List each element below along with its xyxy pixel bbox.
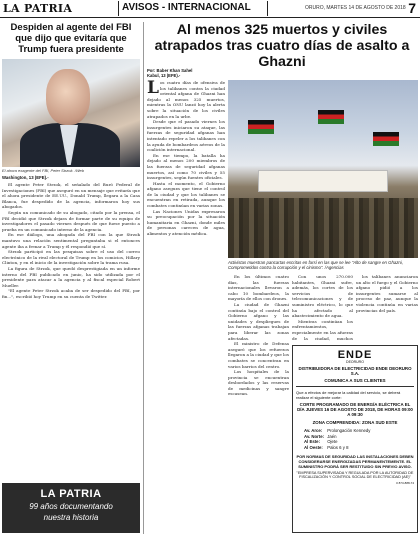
paragraph: Según un comunicado de su abogado, citado por la prensa, el FBI decidió que Strzok dejara de formar parte de su equipo de investigadores el pasado viernes después de que fuese puesto a prueba en un comunicado interno de la agencia. [2,209,140,232]
paragraph: La figura de Strzok, que quedó desprestigiada en un informe interno del FBI publicado en junio, ha sido utilizada por el presidente para atacar a la agencia y al fiscal especial Robert Mueller. [2,265,140,288]
photo-face [46,69,90,125]
left-story-body [2,182,140,299]
ad-safety-note: POR NORMAS DE SEGURIDAD LAS INSTALACIONES DEBEN CONSIDERARSE ENERGIZADAS PERMANENTEMENTE. EL SUMINISTRO PODRÁ SER RESTITUIDO SIN PREVIO AVISO. [296,453,414,469]
paragraph: Mientras continúan los enfrentamientos, especialmente en las afueras de la ciudad, muchos [292,318,353,341]
column-divider [143,22,144,534]
left-story [2,22,140,299]
zone-key: Av. Arce: [304,428,323,434]
photo-banner [258,170,388,192]
promo-line-2: nuestra historia [43,513,99,522]
newspaper-promo [2,483,140,533]
left-story-dateline: Washington, 13 (EFE).- [2,175,49,180]
paragraph: Los hospitales de la provincia se encuentran desbordados y las reservas de medicinas y sangre escasean. [228,369,289,397]
main-story-column-1 [147,80,225,532]
paragraph: los talibanes anunciaron un alto el fuego y el Gobierno afgano pidió a los insurgentes sumarse al proceso de paz, aunque la violencia continúa en varias provincias del país. [356,274,418,313]
zone-key: Av. Norte: [304,433,325,439]
paragraph: os cuatro días de ofensiva de los talibanes contra la ciudad oriental afgana de Ghazni han dejado al menos 325 muertos, mientras la ONU lanzó hoy la alerta sobre la situación de los civiles atrapados en la urbe. [147,80,225,119]
ad-regulator-note: "EMPRESA SUPERVISADA Y REGULADA POR LA AUTORIDAD DE FISCALIZACIÓN Y CONTROL SOCIAL DE ELECTRICIDAD (AE)" [296,470,414,480]
paragraph: El agente Peter Strzok, el señalado del Buró Federal de Investigaciones (FBI) que aseguró en un mensaje que evitaría que el ahora presidente de EE.UU., Donald Trump, llegara a la Casa Blanca, fue despedido de la agencia, informaron hoy sus abogados. [2,182,140,210]
paragraph: El ministro de Defensa aseguró que los refuerzos llegaron a la ciudad y que los combates se concentran en varios barrios del centro. [228,341,289,369]
paragraph: Las Naciones Unidas expresaron su preocupación por la situación humanitaria en Ghazni, donde miles de personas carecen de agua, alimentos y atención médica. [147,208,225,237]
main-story-column-3 [292,274,353,342]
ad-outage-notice: CORTE PROGRAMADO DE ENERGÍA ELÉCTRICA EL DÍA JUEVES 16 DE AGOSTO DE 2018, DE HORAS 09:00 A 09:30 [297,401,413,418]
zone-value: Ojete [327,439,338,445]
main-story-column-4 [356,274,418,344]
paragraph: "El agente Peter Strzok acaba de ser despedido del FBI, por fin...", escribió hoy Trump en su cuenta de Twitter. [2,288,140,299]
left-story-caption: El ahora exagente del FBI, Peter Strzok. /Web [2,168,84,173]
ende-logo-sub: DEORURO [346,360,364,364]
photo-crowd [228,198,418,258]
ad-zone-title: ZONA COMPRENDIDA: ZONA SUD ESTE [312,419,398,425]
zone-key: Al Este: [304,439,320,445]
page-number: 7 [408,0,416,16]
zone-value: Palos 6 y 8 [327,445,349,450]
paragraph: La ciudad de Ghazni continúa bajo el control del Gobierno afgano y las unidades y despliegues de las fuerzas afganas trabajan para liberar las zonas afectadas. [228,301,289,341]
photo-flag [373,132,399,146]
byline-place: Kabul, 13 (EFE).- [147,73,181,78]
ad-zone-list [304,428,414,450]
zone-key: Al Oeste: [304,445,323,450]
photo-flag [248,120,274,134]
ad-subtitle: COMUNICA A SUS CLIENTES [324,377,386,383]
masthead: LA PATRIA [3,2,73,15]
dateline: ORURO, MARTES 14 DE AGOSTO DE 2018 [305,5,406,11]
left-story-headline: Despiden al agente del FBI que dijo que evitaría que Trump fuera presidente [10,22,132,55]
zone-row [304,445,414,451]
zone-value: Jaén [327,433,337,439]
main-story-photo [228,80,418,258]
ad-code: 0 873-888-74 [396,481,414,486]
byline-name: Por: Baber Khan Sahel [147,68,193,73]
ad-body: Que a efectos de mejorar la calidad del servicio, se deberá realizar el siguiente corte: [296,389,401,400]
section-label: AVISOS - INTERNACIONAL [118,1,268,16]
promo-line-1: 99 años documentando [29,502,113,511]
ende-advertisement [292,345,418,533]
page-header [0,0,420,18]
photo-flag [318,110,344,124]
zone-value: Prolongación Kennedy [327,428,371,434]
main-story-headline: Al menos 325 muertos y civiles atrapados tras cuatro días de asalto a Ghazni [154,22,410,70]
ad-divider [296,386,414,387]
main-story-column-2 [228,274,289,532]
ad-title: DISTRIBUIDORA DE ELECTRICIDAD ENDE DEORURO S.A. [298,366,412,377]
paragraph: Hasta el momento, el Gobierno afgano asegura que tiene el control de la ciudad y que los talibanes se encuentran en retirada, aunque los combates continúan en varias zonas. [147,180,225,209]
promo-title: LA PATRIA [40,488,102,500]
paragraph: En los últimos cuatro días, las fuerzas internacionales llevaron a cabo 10 bombardeos, la mayoría de ellos con drones. [228,274,289,302]
ende-logo: ENDE [337,349,373,361]
left-story-photo [2,59,140,167]
paragraph: Desde que el pasado viernes los insurgentes iniciaron su ataque, las fuerzas de seguridad afganas han intentado repeler a los talibanes con la ayuda de bombardeos aéreos de la coalición internacional. [147,119,225,153]
main-photo-caption: Activistas muestran pancartas escritas en farsí en las que se lee "Alto de sangre en Ghazni, Comprometidos contra la corrupción y el cinismo". /Agencias [228,260,403,270]
drop-cap: L [147,78,159,98]
paragraph: Con unos 270.000 habitantes, Ghazni sufre, además, los cortes de los servicios de telecomunicaciones y de suministro eléctrico, lo que ha afectado al abastecimiento de agua. [292,274,353,319]
paragraph: En ese tiempo, la batalla ha dejado al menos 200 miembros de las fuerzas de seguridad afganas muertos, así como 70 civiles y 55 insurgentes, según fuentes oficiales. [147,152,225,181]
paragraph: En ese diálogo, una abogada del FBI con la que Strzok mantuvo una relación sentimental preguntaba si el entonces agente iba a frenar a Trump y él respondió que sí. [2,232,140,249]
main-story-byline [147,68,192,78]
paragraph: Strzok participó en las pesquisas sobre el uso del correo electrónico de la rival electoral de Trump en los comicios, Hillary Clinton, y en el inicio de la investigación sobre la trama rusa. [2,249,140,266]
